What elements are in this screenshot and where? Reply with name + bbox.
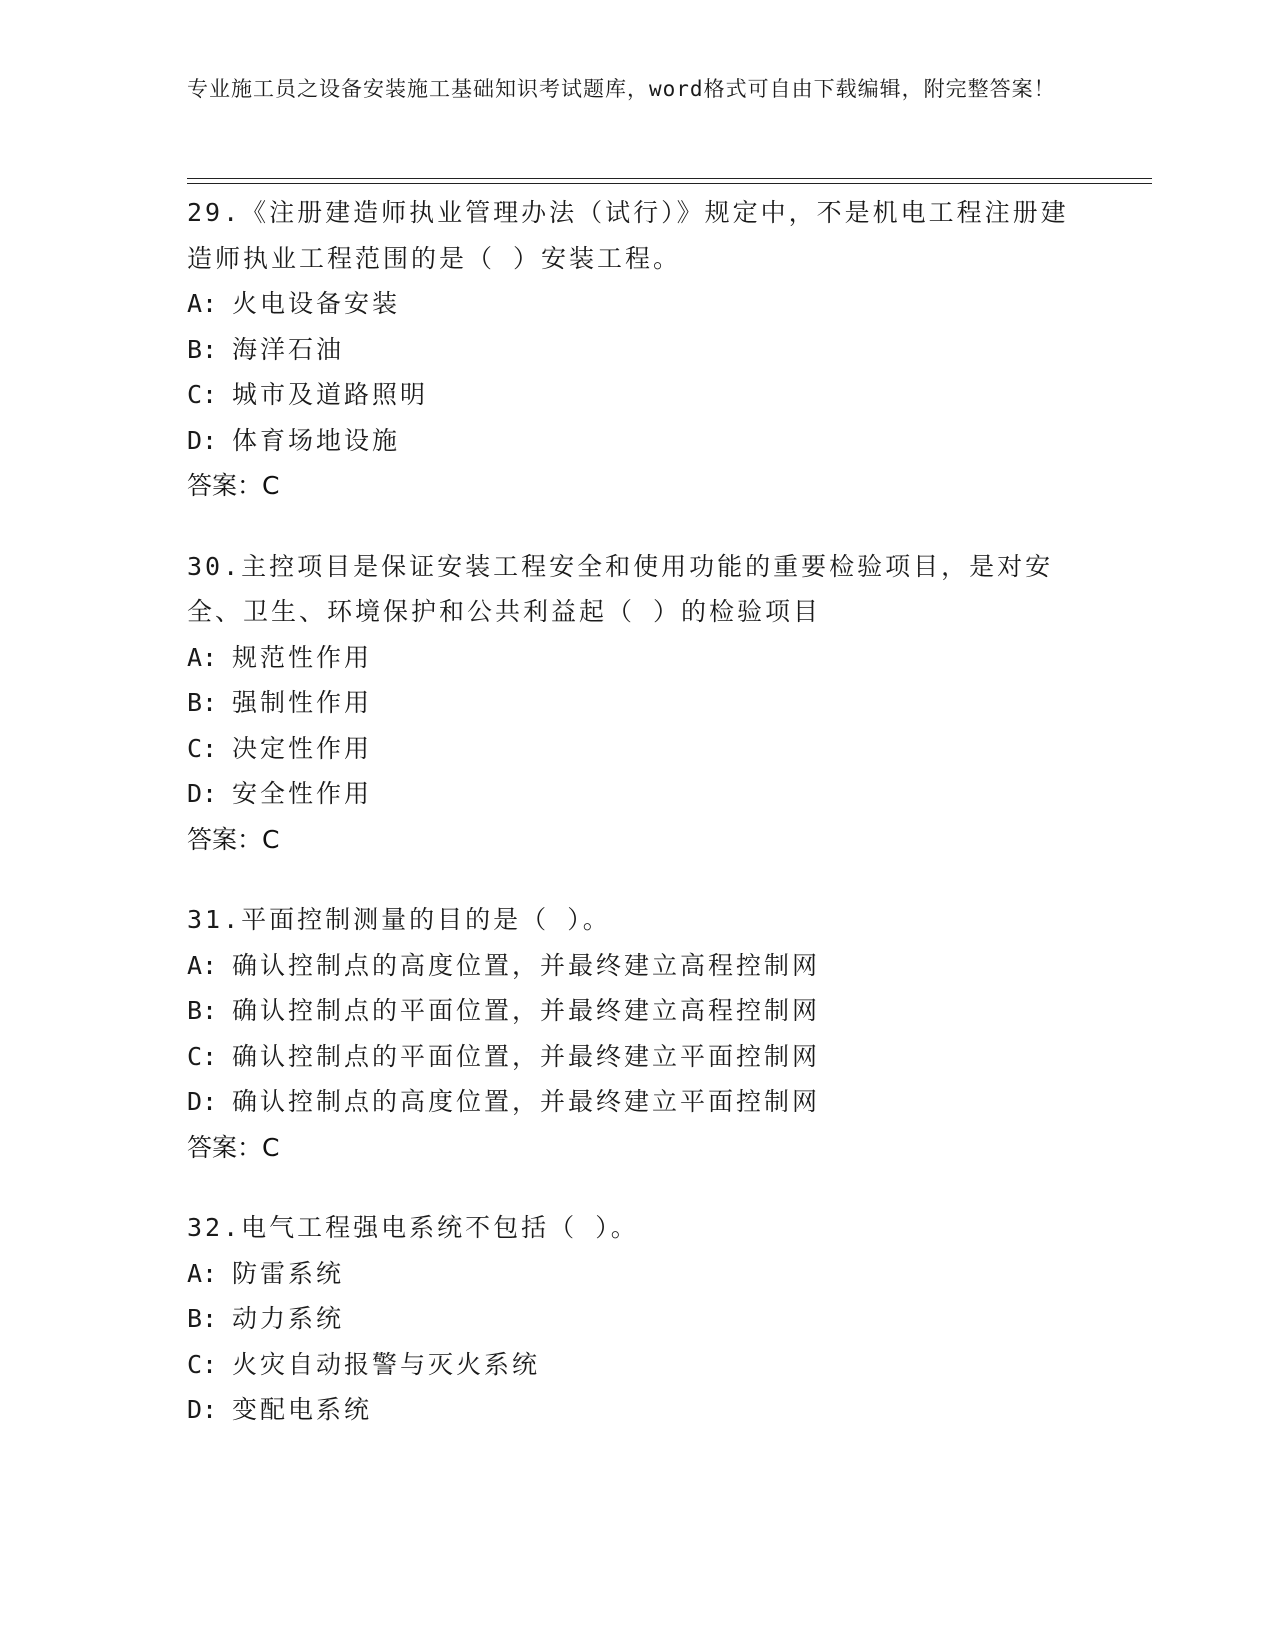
- option-text: 变配电系统: [232, 1395, 373, 1424]
- option-label: D:: [187, 1087, 218, 1116]
- document-header-note: 专业施工员之设备安装施工基础知识考试题库，word格式可自由下载编辑，附完整答案！: [187, 77, 1056, 101]
- question-list: [187, 190, 1087, 1468]
- option-text: 确认控制点的高度位置，并最终建立高程控制网: [232, 950, 821, 980]
- option-text: 强制性作用: [232, 688, 373, 717]
- option-text: 海洋石油: [232, 334, 345, 364]
- option-text: 安全性作用: [232, 779, 373, 808]
- option-d: [187, 418, 1087, 464]
- question-stem: 31.平面控制测量的目的是（ ）。: [187, 905, 611, 934]
- option-d: [187, 1387, 1087, 1433]
- question-stem: 30.主控项目是保证安装工程安全和使用功能的重要检验项目，是对安全、卫生、环境保护和公共利益起（ ）的检验项目: [187, 551, 1054, 626]
- option-label: C:: [187, 1349, 218, 1379]
- option-label: D:: [187, 779, 218, 808]
- option-label: B:: [187, 1304, 218, 1333]
- option-label: D:: [187, 1395, 218, 1424]
- option-c: [187, 372, 1087, 418]
- option-b: [187, 988, 1087, 1034]
- option-text: 动力系统: [232, 1304, 345, 1333]
- answer-line: 答案：C: [187, 471, 280, 500]
- option-text: 体育场地设施: [232, 425, 401, 455]
- question-30: [187, 544, 1087, 863]
- option-text: 规范性作用: [232, 642, 373, 672]
- question-29: [187, 190, 1087, 509]
- option-label: B:: [187, 996, 218, 1025]
- option-c: [187, 1034, 1087, 1080]
- option-text: 确认控制点的高度位置，并最终建立平面控制网: [232, 1087, 821, 1116]
- answer-line: 答案：C: [187, 1132, 280, 1162]
- option-a: [187, 635, 1087, 681]
- option-text: 确认控制点的平面位置，并最终建立高程控制网: [232, 996, 821, 1025]
- option-text: 火灾自动报警与灭火系统: [232, 1349, 541, 1379]
- option-label: B:: [187, 688, 218, 717]
- option-b: [187, 327, 1087, 373]
- option-label: C:: [187, 733, 218, 763]
- answer-line: 答案：C: [187, 824, 280, 854]
- option-text: 防雷系统: [232, 1258, 345, 1288]
- option-label: A:: [187, 642, 218, 672]
- option-c: [187, 726, 1087, 772]
- option-label: C:: [187, 1041, 218, 1071]
- option-label: A:: [187, 1258, 218, 1288]
- question-32: [187, 1205, 1087, 1433]
- option-b: [187, 1296, 1087, 1342]
- option-a: [187, 1251, 1087, 1297]
- option-text: 火电设备安装: [232, 289, 401, 318]
- header-divider-top: [187, 178, 1152, 179]
- option-label: D:: [187, 425, 218, 455]
- option-label: A:: [187, 289, 218, 318]
- option-b: [187, 680, 1087, 726]
- option-label: B:: [187, 334, 218, 364]
- option-d: [187, 1079, 1087, 1125]
- option-a: [187, 943, 1087, 989]
- header-divider-bottom: [187, 183, 1152, 184]
- option-label: A:: [187, 950, 218, 980]
- question-31: [187, 897, 1087, 1170]
- option-text: 城市及道路照明: [232, 380, 429, 409]
- option-d: [187, 771, 1087, 817]
- option-label: C:: [187, 380, 218, 409]
- question-stem: 32.电气工程强电系统不包括（ ）。: [187, 1213, 639, 1242]
- option-a: [187, 281, 1087, 327]
- option-text: 确认控制点的平面位置，并最终建立平面控制网: [232, 1041, 821, 1071]
- question-stem: 29.《注册建造师执业管理办法（试行）》规定中，不是机电工程注册建造师执业工程范围的是（ ）安装工程。: [187, 198, 1069, 273]
- option-text: 决定性作用: [232, 733, 373, 763]
- option-c: [187, 1342, 1087, 1388]
